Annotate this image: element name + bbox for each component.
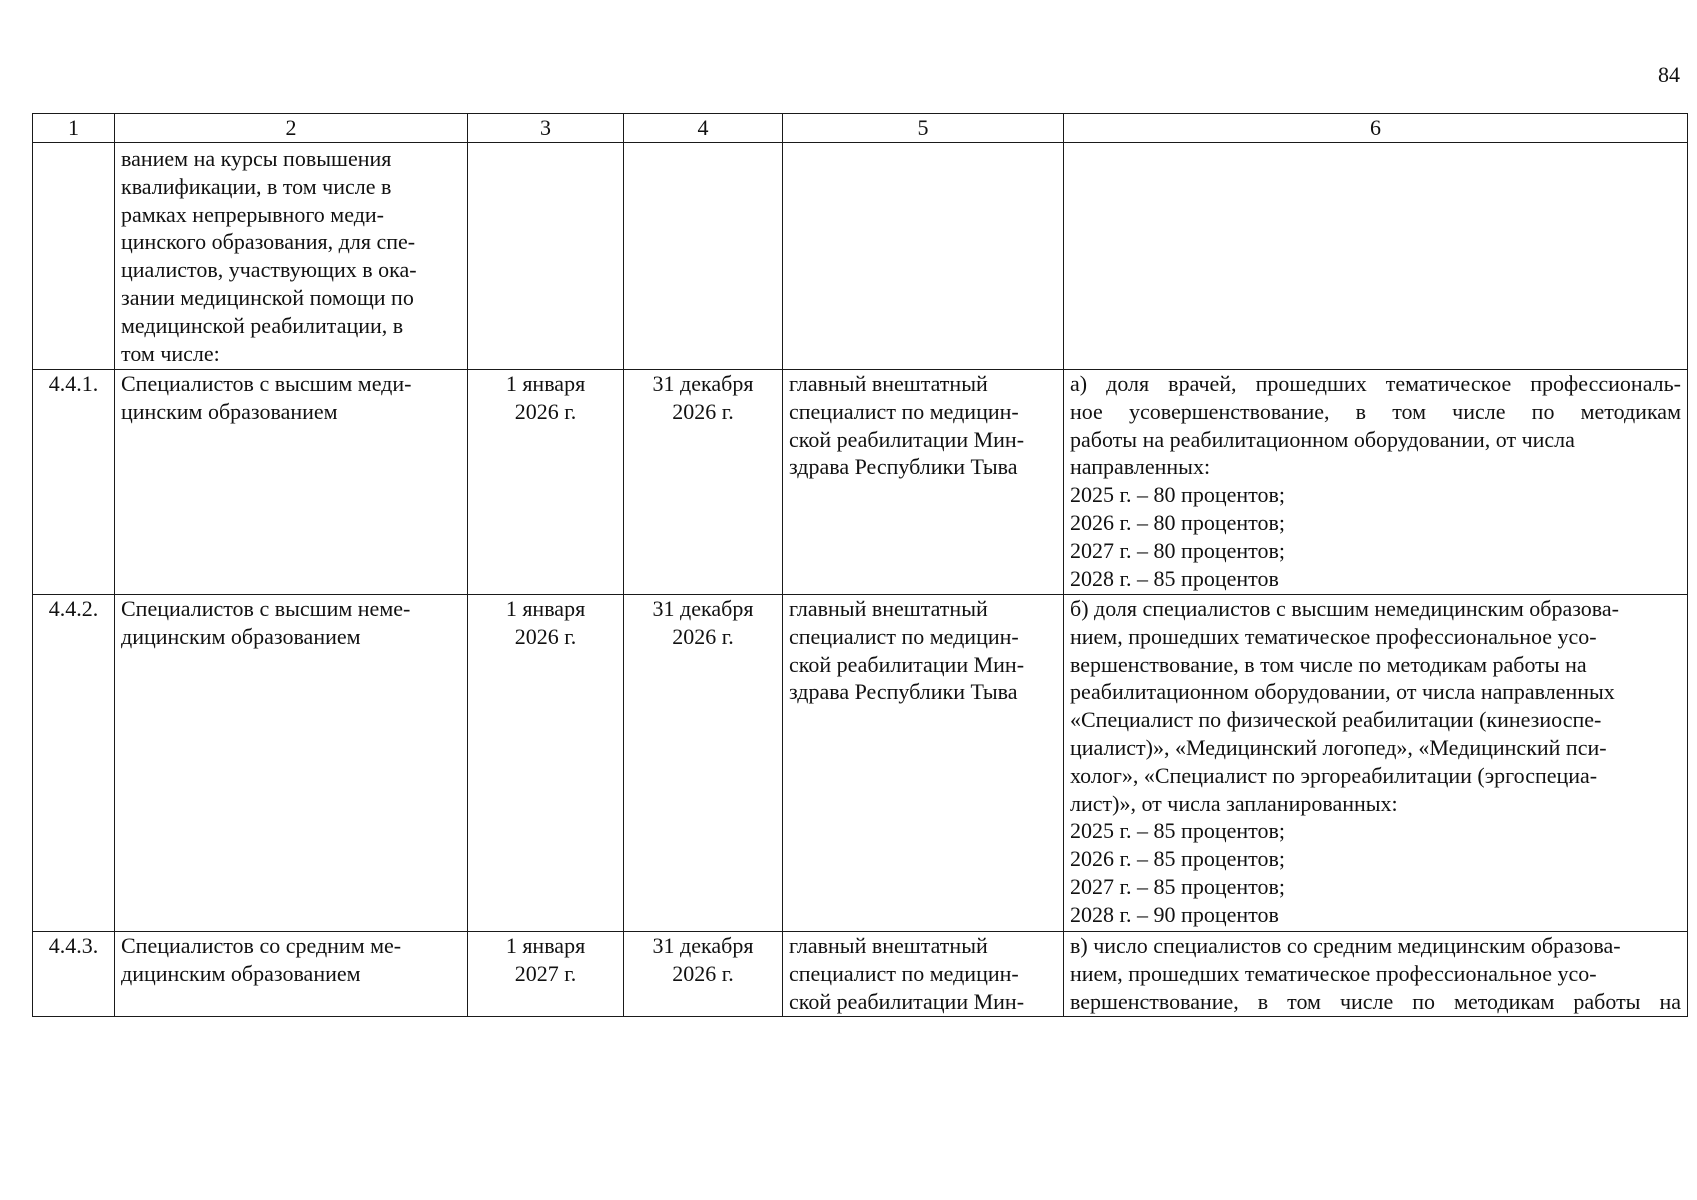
end-date-cell [624,595,783,932]
table-row [33,932,1688,1017]
column-header: 6 [1064,114,1688,143]
text-line: 2025 г. – 85 процентов; [1070,818,1285,844]
text-line: ное усовершенствование, в том числе по методикам [1070,398,1681,424]
text-line: вершенствование, в том числе по методикам работы на [1070,651,1587,677]
text-line: 1 января [505,933,586,958]
text-line: 2026 г. – 80 процентов; [1070,509,1285,535]
item-number-cell [33,143,115,370]
column-header: 1 [33,114,115,143]
text-line: дицинским образованием [121,623,361,649]
item-number-cell: 4.4.1. [33,370,115,595]
responsible-cell [783,595,1064,932]
text-line: здрава Республики Тыва [789,679,1018,705]
start-date-cell [468,370,624,595]
item-name-cell [115,143,468,370]
table-row [33,143,1688,370]
text-line: зании медицинской помощи по [121,284,414,310]
text-line: циалист)», «Медицинский логопед», «Медицинский пси- [1070,734,1607,760]
text-line: цинским образованием [121,398,338,424]
table-row [33,370,1688,595]
responsible-cell [783,932,1064,1017]
text-line: 2027 г. – 80 процентов; [1070,537,1285,563]
text-line: Специалистов с высшим меди- [121,371,412,396]
text-line: ской реабилитации Мин- [789,426,1025,452]
text-line: главный внештатный [789,933,988,958]
text-line: холог», «Специалист по эргореабилитации (эргоспециа- [1070,762,1598,788]
column-header: 4 [624,114,783,143]
text-line: 31 декабря [652,933,754,958]
text-line: рамках непрерывного меди- [121,201,384,227]
table-row [33,595,1688,932]
text-line: б) доля специалистов с высшим немедицинским образова- [1070,596,1619,621]
text-line: циалистов, участвующих в ока- [121,257,417,283]
text-line: 2025 г. – 80 процентов; [1070,482,1285,508]
text-line: направленных: [1070,454,1211,480]
text-line: 2027 г. [514,960,577,986]
text-line: 2026 г. [672,960,734,986]
text-line: 2026 г. [672,623,734,649]
header-row [33,114,1688,143]
indicator-cell [1064,932,1688,1017]
item-name-cell [115,932,468,1017]
responsible-cell [783,143,1064,370]
text-line: цинского образования, для спе- [121,229,416,255]
text-line: главный внештатный [789,371,988,396]
text-line: том числе: [121,340,220,366]
indicator-cell [1064,143,1688,370]
column-header: 3 [468,114,624,143]
text-line: 2027 г. – 85 процентов; [1070,873,1285,899]
text-line: дицинским образованием [121,960,361,986]
text-line: Специалистов с высшим неме- [121,596,411,621]
text-line: здрава Республики Тыва [789,454,1018,480]
text-line: 2026 г. [514,398,577,424]
text-line: 1 января [505,371,586,396]
text-line: 1 января [505,596,586,621]
text-line: нием, прошедших тематическое профессиональное усо- [1070,623,1597,649]
text-line: ской реабилитации Мин- [789,988,1025,1014]
text-line: вершенствование, в том числе по методикам работы на [1070,988,1681,1014]
text-line: главный внештатный [789,596,988,621]
text-line: 31 декабря [652,596,754,621]
text-line: 2028 г. – 85 процентов [1070,565,1279,591]
column-header: 5 [783,114,1064,143]
start-date-cell [468,143,624,370]
text-line: ской реабилитации Мин- [789,651,1025,677]
start-date-cell [468,595,624,932]
text-line: квалификации, в том числе в [121,173,392,199]
text-line: 2028 г. – 90 процентов [1070,901,1279,927]
text-line: специалист по медицин- [789,960,1019,986]
text-line: 2026 г. [514,623,577,649]
text-line: лист)», от числа запланированных: [1070,790,1398,816]
text-line: а) доля врачей, прошедших тематическое профессиональ- [1070,371,1681,396]
end-date-cell [624,932,783,1017]
plan-table [32,113,1688,1017]
text-line: специалист по медицин- [789,398,1019,424]
indicator-cell [1064,370,1688,595]
end-date-cell [624,143,783,370]
text-line: Специалистов со средним ме- [121,933,402,958]
text-line: 2026 г. [672,398,734,424]
table-header [33,114,1688,143]
text-line: 2026 г. – 85 процентов; [1070,846,1285,872]
text-line: 31 декабря [652,371,754,396]
text-line: «Специалист по физической реабилитации (кинезиоспе- [1070,707,1602,733]
text-line: медицинской реабилитации, в [121,312,404,338]
text-line: работы на реабилитационном оборудовании, от числа [1070,426,1575,452]
item-number-cell: 4.4.3. [33,932,115,1017]
item-number-cell: 4.4.2. [33,595,115,932]
indicator-cell [1064,595,1688,932]
text-line: нием, прошедших тематическое профессиональное усо- [1070,960,1597,986]
start-date-cell [468,932,624,1017]
text-line: в) число специалистов со средним медицинским образова- [1070,933,1621,958]
text-line: ванием на курсы повышения [121,146,392,171]
page-number: 84 [1658,62,1680,87]
item-name-cell [115,595,468,932]
end-date-cell [624,370,783,595]
responsible-cell [783,370,1064,595]
text-line: специалист по медицин- [789,623,1019,649]
item-name-cell [115,370,468,595]
column-header: 2 [115,114,468,143]
text-line: реабилитационном оборудовании, от числа направленных [1070,679,1615,705]
